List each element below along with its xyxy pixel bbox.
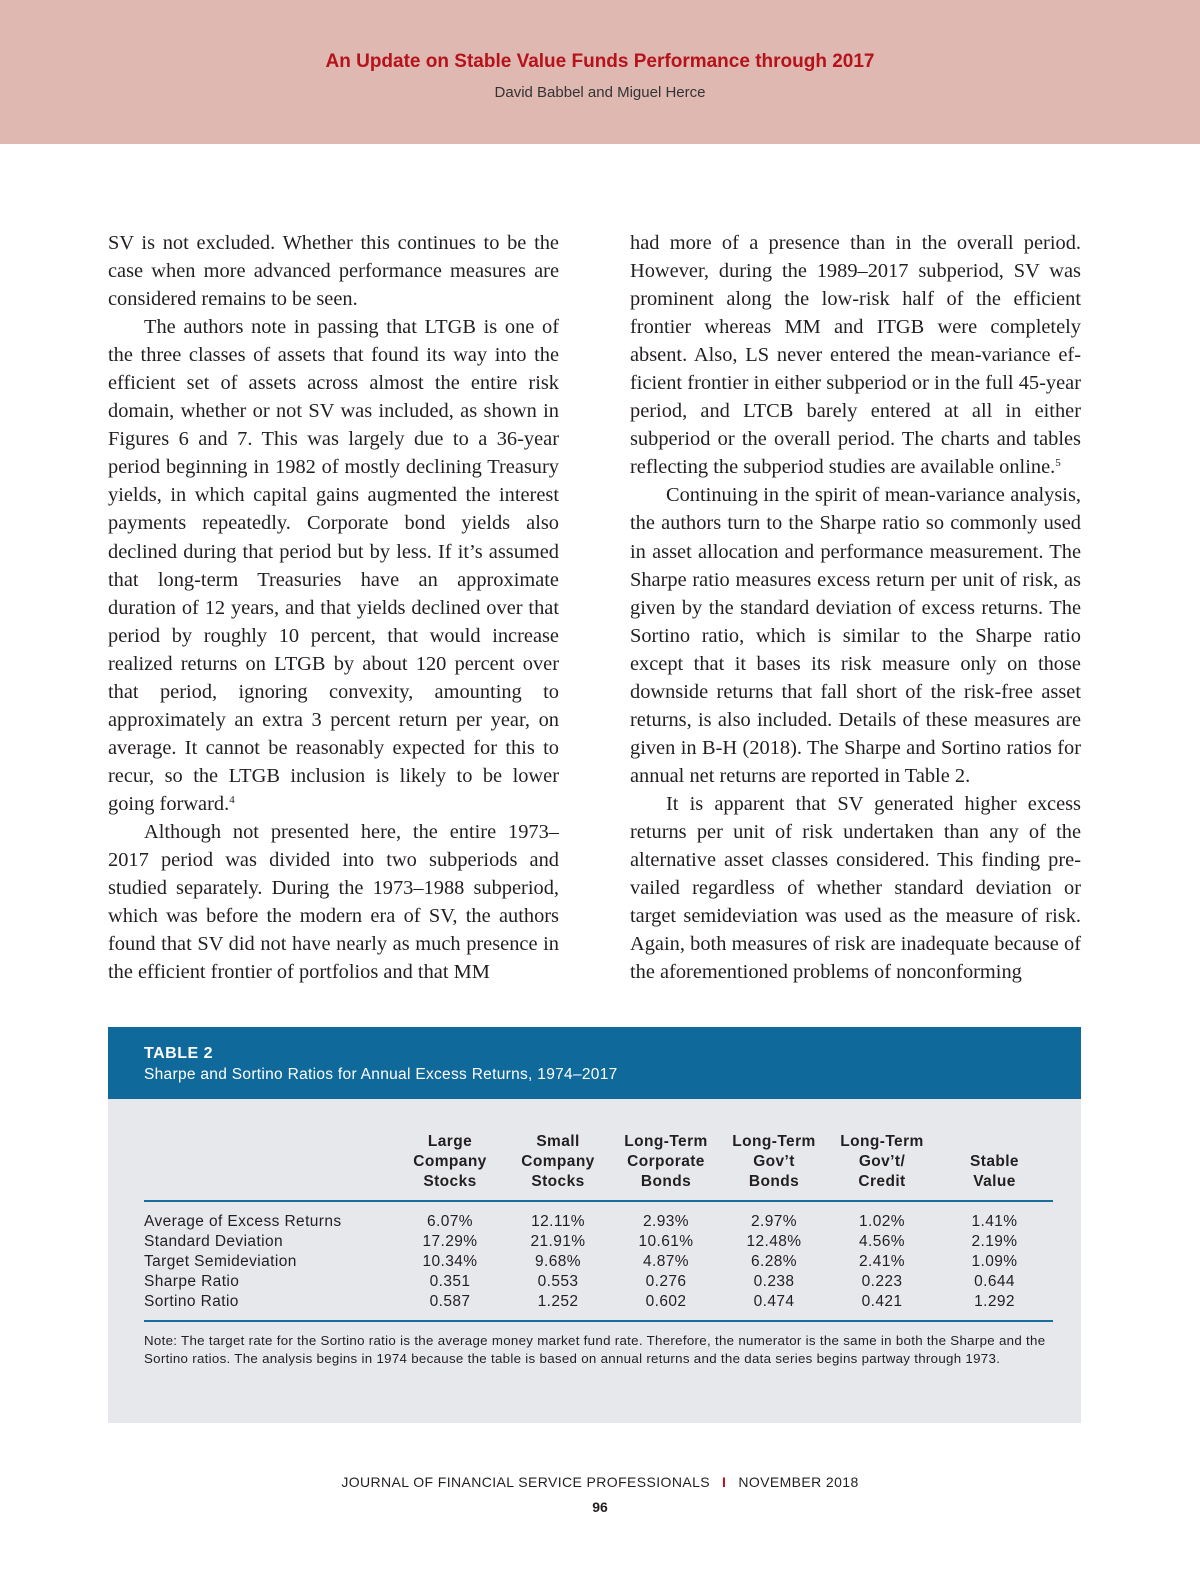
table-cell: 10.34% bbox=[422, 1253, 478, 1270]
table-row bbox=[144, 1272, 1053, 1292]
column-header: Long-Term Corporate Bonds bbox=[612, 1132, 720, 1201]
table-cell: 0.276 bbox=[645, 1273, 687, 1290]
table-cell: 4.56% bbox=[859, 1233, 905, 1250]
table-cell: 21.91% bbox=[530, 1233, 586, 1250]
paragraph: The authors note in passing that LTGB is one of the three classes of assets that found its way into the efficient set of assets across almost the entire risk domain, whether or not SV was included, as shown in Figures 6 and 7. This was largely due to a 36-year period beginning in 1982 of mostly declining Treasury yields, in which capital gains augmented the interest payments repeatedly. Corporate bond yields also declined during that period but by less. If it’s assumed that long-term Treasuries have an approximate duration of 12 years, and that yields declined over that period by roughly 10 percent, that would increase realized returns on LTGB by about 120 percent over that period, ignoring convexity, amounting to approximately an extra 3 percent return per year, on average. It cannot be reasonably expected for this to recur, so the LTGB inclusion is likely to be lower going forward.$^4$ bbox=[108, 316, 559, 815]
table-cell: 0.223 bbox=[861, 1273, 903, 1290]
table-caption: Sharpe and Sortino Ratios for Annual Excess Returns, 1974–2017 bbox=[144, 1066, 618, 1083]
footnote-marker: 4 bbox=[229, 793, 235, 806]
table-cell: 12.48% bbox=[746, 1233, 802, 1250]
table-cell: 0.644 bbox=[974, 1273, 1015, 1290]
body-column-left bbox=[108, 229, 559, 986]
table-cell: 4.87% bbox=[643, 1253, 689, 1270]
table-cell: 2.41% bbox=[859, 1253, 905, 1270]
footnote-marker: 5 bbox=[1055, 457, 1061, 470]
footer-separator: I bbox=[722, 1474, 727, 1490]
table-2 bbox=[108, 1027, 1081, 1423]
table-cell: 1.02% bbox=[859, 1213, 905, 1230]
column-header: Stable Value bbox=[936, 1132, 1053, 1201]
table-cell: 6.28% bbox=[751, 1253, 797, 1270]
paragraph: SV is not excluded. Whether this continues to be the case when more advanced performance measures are considered remains to be seen. bbox=[108, 232, 559, 311]
table-cell: 12.11% bbox=[531, 1213, 585, 1230]
column-header-blank bbox=[144, 1132, 396, 1201]
table-title-bar bbox=[108, 1027, 1081, 1099]
table-cell: 2.93% bbox=[643, 1213, 689, 1230]
table-row bbox=[144, 1252, 1053, 1272]
table-cell: 0.351 bbox=[429, 1273, 471, 1290]
page-footer bbox=[0, 1474, 1200, 1490]
table-cell: 2.97% bbox=[751, 1213, 797, 1230]
table-header-row bbox=[144, 1132, 1053, 1201]
table-cell: 1.252 bbox=[504, 1292, 612, 1321]
running-header bbox=[0, 0, 1200, 144]
table-cell: 17.29% bbox=[422, 1233, 478, 1250]
row-label: Sortino Ratio bbox=[144, 1292, 396, 1321]
column-header: Long-Term Gov’t Bonds bbox=[720, 1132, 828, 1201]
table-cell: 0.602 bbox=[612, 1292, 720, 1321]
table-cell: 9.68% bbox=[535, 1253, 581, 1270]
table-row bbox=[144, 1201, 1053, 1232]
paragraph: It is apparent that SV generated higher excess returns per unit of risk undertaken than any of the alternative asset classes considered. This finding prevailed regardless of whether standard deviation or target semideviation was used as the measure of risk. Again, both measures of risk are inadequate because of the aforementioned problems of nonconforming bbox=[630, 792, 1081, 984]
table-cell: 0.421 bbox=[828, 1292, 936, 1321]
row-label: Standard Deviation bbox=[144, 1233, 284, 1250]
issue-date: NOVEMBER 2018 bbox=[738, 1474, 859, 1490]
article-title: An Update on Stable Value Funds Performance through 2017 bbox=[325, 51, 875, 72]
article-authors: David Babbel and Miguel Herce bbox=[494, 84, 706, 101]
column-header: Large Company Stocks bbox=[396, 1132, 504, 1201]
column-header: Small Company Stocks bbox=[504, 1132, 612, 1201]
table-label: TABLE 2 bbox=[144, 1045, 213, 1062]
table-cell: 1.292 bbox=[936, 1292, 1053, 1321]
table-cell: 1.09% bbox=[971, 1253, 1018, 1270]
table-cell: 0.238 bbox=[753, 1273, 795, 1290]
table-cell: 0.553 bbox=[537, 1273, 579, 1290]
row-label: Target Semideviation bbox=[144, 1253, 297, 1270]
table-cell: 0.587 bbox=[396, 1292, 504, 1321]
table-cell: 10.61% bbox=[638, 1233, 694, 1250]
journal-name: JOURNAL OF FINANCIAL SERVICE PROFESSIONALS bbox=[341, 1474, 711, 1490]
table-cell: 0.474 bbox=[720, 1292, 828, 1321]
row-label: Sharpe Ratio bbox=[144, 1273, 240, 1290]
column-header: Long-Term Gov’t/ Credit bbox=[828, 1132, 936, 1201]
row-label: Average of Excess Returns bbox=[144, 1213, 342, 1230]
table-row bbox=[144, 1292, 1053, 1321]
paragraph: Although not presented here, the entire 1973–2017 period was divided into two subperiods and studied separately. During the 1973–1988 subperiod, which was before the modern era of SV, the authors found that SV did not have nearly as much presence in the efficient frontier of portfolios and that MM bbox=[108, 820, 559, 984]
paragraph: had more of a presence than in the overall period. However, during the 1989–2017 subperiod, SV was prominent along the low-risk half of the efficient frontier whereas MM and ITGB were completely absent. Also, LS never entered the mean-variance efficient frontier in either subperiod or in the full 45-year period, and LTCB barely entered at all in either subperiod or the overall period. The charts and tables reflecting the subperiod studies are available online.$^5$ bbox=[630, 232, 1081, 479]
table-row bbox=[144, 1232, 1053, 1252]
table-note: Note: The target rate for the Sortino ratio is the average money market fund rate. Therefore, the numerator is the same in both the Sharpe and the Sortino ratios. The analysis begins in 1974 because the table is based on annual returns and the data series begins partway through 1973. bbox=[144, 1333, 1046, 1366]
paragraph: Continuing in the spirit of mean-variance analysis, the authors turn to the Sharpe ratio so commonly used in asset allocation and performance measurement. The Sharpe ratio measures excess return per unit of risk, as given by the standard deviation of excess returns. The Sortino ratio, which is similar to the Sharpe ratio except that it bases its risk measure only on those downside returns that fall short of the risk-free asset returns, is also included. Details of these measures are given in B-H (2018). The Sharpe and Sortino ratios for annual net returns are reported in Table 2. bbox=[630, 484, 1081, 787]
body-column-right bbox=[630, 229, 1081, 986]
table-cell: 1.41% bbox=[971, 1213, 1018, 1230]
page-number: 96 bbox=[592, 1499, 608, 1515]
table-cell: 6.07% bbox=[427, 1213, 473, 1230]
table-cell: 2.19% bbox=[971, 1233, 1018, 1250]
ratios-table bbox=[144, 1132, 1053, 1322]
